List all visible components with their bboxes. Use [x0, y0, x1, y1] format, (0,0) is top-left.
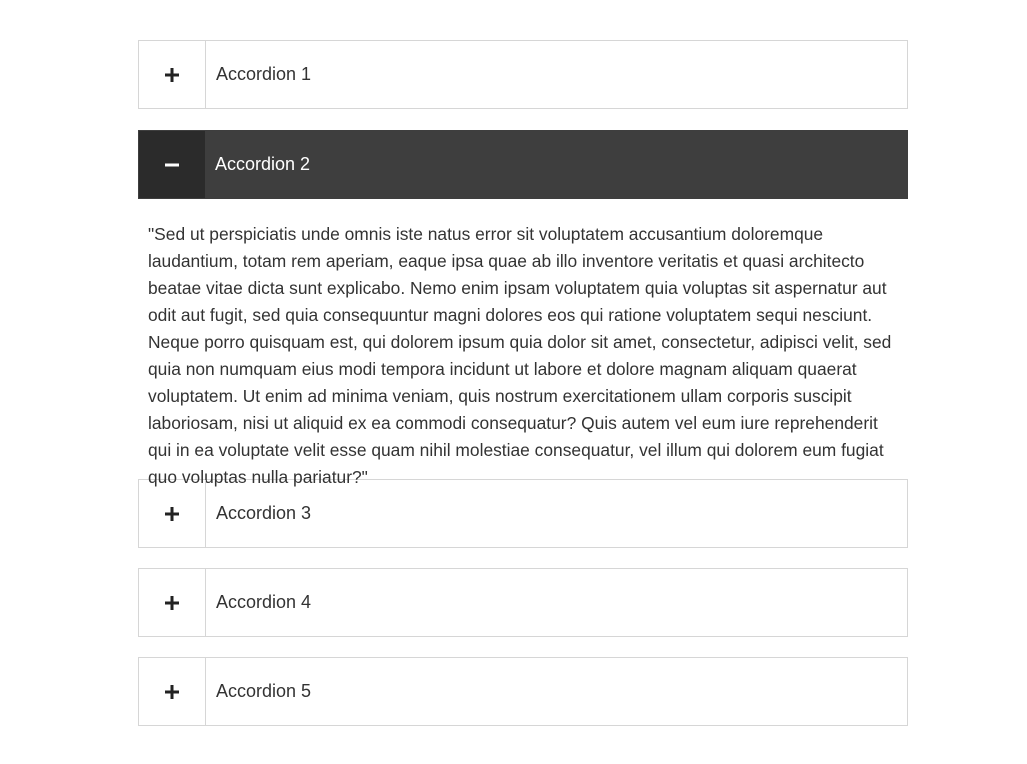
plus-icon[interactable] [139, 41, 206, 108]
accordion-item-3-header[interactable] [138, 479, 908, 548]
accordion-item-title: Accordion 4 [216, 592, 312, 612]
accordion-item-title: Accordion 3 [216, 503, 312, 523]
accordion-item-title: Accordion 1 [216, 64, 312, 84]
accordion-item-5-header[interactable] [138, 657, 908, 726]
plus-icon[interactable] [139, 480, 206, 547]
plus-icon[interactable] [139, 569, 206, 636]
plus-icon[interactable] [139, 658, 206, 725]
accordion-item-2-body: "Sed ut perspiciatis unde omnis iste natus error sit voluptatem accusantium doloremque laudantium, totam rem aperiam, eaque ipsa quae ab illo inventore veritatis et quasi architecto beatae vitae dicta sunt explicabo. Nemo enim ipsam voluptatem quia voluptas sit aspernatur aut odit aut fugit, sed quia consequuntur magni dolores eos qui ratione voluptatem sequi nesciunt. Neque porro quisquam est, qui dolorem ipsum quia dolor sit amet, consectetur, adipisci velit, sed quia non numquam eius modi tempora incidunt ut labore et dolore magnam aliquam quaerat voluptatem. Ut enim ad minima veniam, quis nostrum exercitationem ullam corporis suscipit laboriosam, nisi ut aliquid ex ea commodi consequatur? Quis autem vel eum iure reprehenderit qui in ea voluptate velit esse quam nihil molestiae consequatur, vel illum qui dolorem eum fugiat quo voluptas nulla pariatur?" [148, 224, 892, 487]
minus-icon[interactable] [139, 131, 205, 198]
accordion-item-title: Accordion 5 [216, 681, 312, 701]
accordion [138, 40, 908, 726]
accordion-item-1-header[interactable] [138, 40, 908, 109]
accordion-item-title: Accordion 2 [215, 154, 311, 174]
accordion-item-4-header[interactable] [138, 568, 908, 637]
accordion-item-2-header[interactable] [138, 130, 908, 199]
